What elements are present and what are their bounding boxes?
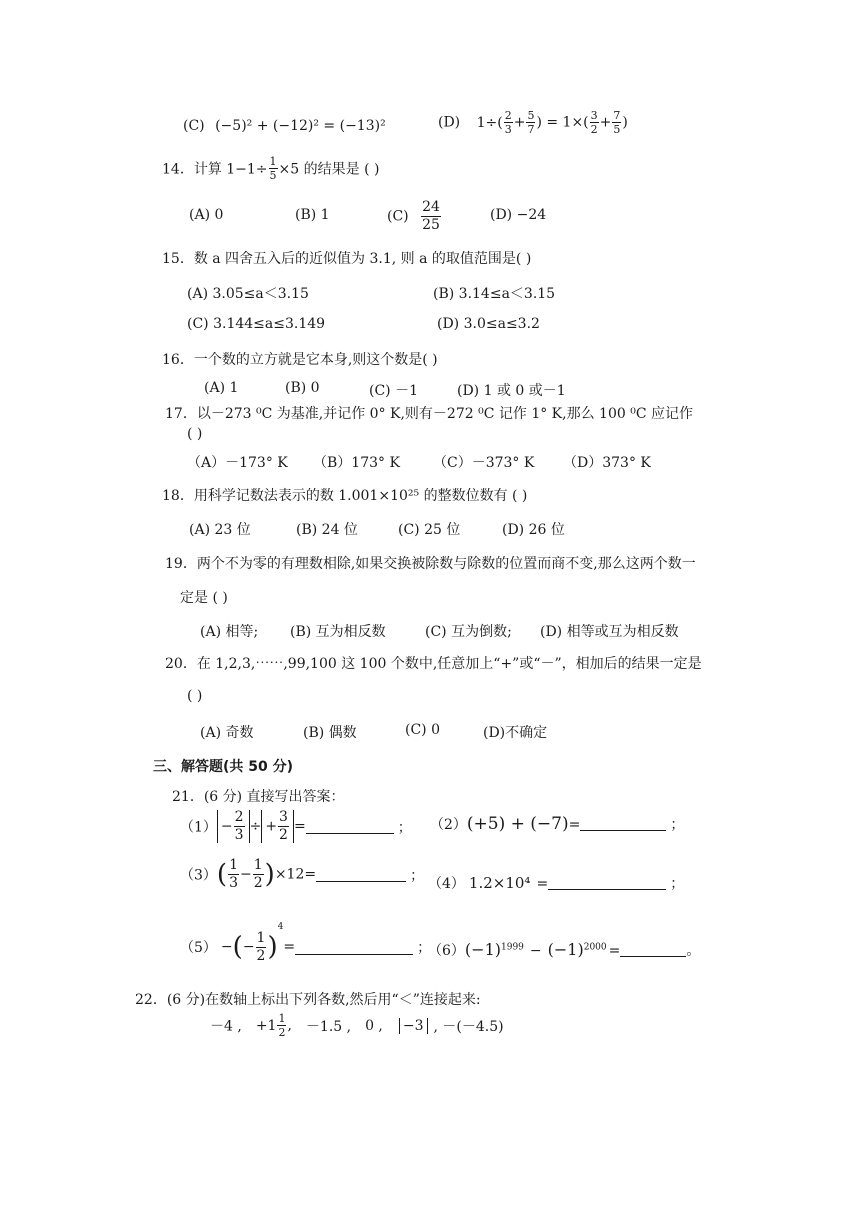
- answer-blank[interactable]: [316, 867, 406, 882]
- q19-option-a: (A) 相等;: [200, 624, 259, 640]
- q16-option-a: (A) 1: [204, 380, 239, 396]
- q16-option-d: (D) 1 或 0 或－1: [457, 383, 566, 399]
- q17-option-b: （B）173° K: [313, 455, 400, 471]
- q19-answer-parens: 定是 ( ): [180, 590, 228, 606]
- answer-blank[interactable]: [620, 942, 686, 957]
- q14-option-c: (C) $\frac{24}{25}$: [387, 199, 440, 233]
- q19-option-b: (B) 互为相反数: [290, 624, 386, 640]
- q20-stem: 20．在 1,2,3,⋯⋯,99,100 这 100 个数中,任意加上“+”或“－”，相加后的结果一定是: [165, 656, 702, 672]
- q15-option-a: (A) 3.05≤a＜3.15: [187, 286, 309, 302]
- q21-part-5: （5） −(− $\frac{1}{2}$ )$^4$= ；: [180, 922, 432, 964]
- q17-option-d: （D）373° K: [563, 455, 651, 471]
- section-title: 三、解答题(共 50 分): [153, 759, 294, 775]
- q16-stem: 16．一个数的立方就是它本身,则这个数是( ): [162, 352, 438, 368]
- option-label: (C): [183, 118, 205, 134]
- q21-stem: 21．(6 分) 直接写出答案：: [172, 789, 345, 805]
- q21-part-4: （4） 1.2×10⁴ = ；: [428, 874, 685, 892]
- q14-option-d: (D) −24: [490, 207, 547, 223]
- q21-part-3: （3）( $\frac{1}{3}$ − $\frac{1}{2}$ )×12= ；: [180, 857, 425, 891]
- q17-option-c: （C）－373° K: [433, 455, 535, 471]
- q19-stem: 19．两个不为零的有理数相除,如果交换被除数与除数的位置而商不变,那么这两个数一: [165, 556, 696, 572]
- q14-stem: 14．计算 1−1÷ $\frac{1}{5}$ ×5 的结果是 ( ): [162, 155, 380, 182]
- q15-option-d: (D) 3.0≤a≤3.2: [437, 316, 540, 332]
- q21-part-6: $(6)(-1)^{1999} - (-1)^{2000}$ = 。: [428, 940, 701, 959]
- q13-option-c: [183, 118, 386, 134]
- q16-option-c: (C) －1: [369, 383, 418, 399]
- q17-option-a: （A）－173° K: [187, 455, 288, 471]
- q14-option-a: (A) 0: [189, 207, 224, 223]
- q20-option-c: (C) 0: [405, 722, 440, 738]
- q13-c-expression: (−5)² + (−12)² = (−13)²: [215, 118, 386, 134]
- q17-stem: 17．以－273 ⁰C 为基准,并记作 0° K,则有－272 ⁰C 记作 1° K,那么 100 ⁰C 应记作: [165, 406, 693, 422]
- q15-option-b: (B) 3.14≤a＜3.15: [433, 286, 556, 302]
- q22-numbers: －4 , +1 $\frac{1}{2}$ , －1.5 , 0 , −3 , －(－4.5): [210, 1012, 504, 1039]
- q18-stem: 18．用科学记数法表示的数 1.001×10²⁵ 的整数位数有 ( ): [162, 488, 528, 504]
- q17-answer-parens: ( ): [187, 426, 203, 442]
- answer-blank[interactable]: [306, 819, 394, 834]
- q19-option-c: (C) 互为倒数;: [425, 624, 512, 640]
- q21-part-2: （2）(+5) + (−7)= ；: [430, 814, 685, 834]
- q16-option-b: (B) 0: [285, 380, 320, 396]
- q13-option-d: (D) 1÷( $\frac{2}{3}$ + $\frac{5}{7}$ ) = 1×( $\frac{3}{2}$ + $\frac{7}{5}$ ): [438, 109, 628, 136]
- q18-option-b: (B) 24 位: [296, 522, 358, 538]
- q20-option-d: (D)不确定: [483, 725, 548, 741]
- q20-option-b: (B) 偶数: [303, 725, 357, 741]
- q18-option-c: (C) 25 位: [398, 522, 461, 538]
- q15-option-c: (C) 3.144≤a≤3.149: [187, 316, 326, 332]
- answer-blank[interactable]: [295, 940, 413, 955]
- q18-option-d: (D) 26 位: [502, 522, 565, 538]
- q20-option-a: (A) 奇数: [200, 725, 254, 741]
- q21-part-1: （1） − $\frac{2}{3}$ ÷ + $\frac{3}{2}$ = ；: [180, 809, 412, 843]
- option-label: (D): [438, 114, 461, 131]
- answer-blank[interactable]: [580, 816, 666, 831]
- answer-blank[interactable]: [548, 875, 666, 890]
- q15-stem: 15．数 a 四舍五入后的近似值为 3.1, 则 a 的取值范围是( ): [162, 251, 532, 267]
- q19-option-d: (D) 相等或互为相反数: [540, 624, 679, 640]
- q14-option-b: (B) 1: [295, 207, 330, 223]
- q22-stem: 22．(6 分)在数轴上标出下列各数,然后用“＜”连接起来:: [135, 992, 481, 1008]
- q20-answer-parens: ( ): [187, 688, 203, 704]
- q18-option-a: (A) 23 位: [189, 522, 251, 538]
